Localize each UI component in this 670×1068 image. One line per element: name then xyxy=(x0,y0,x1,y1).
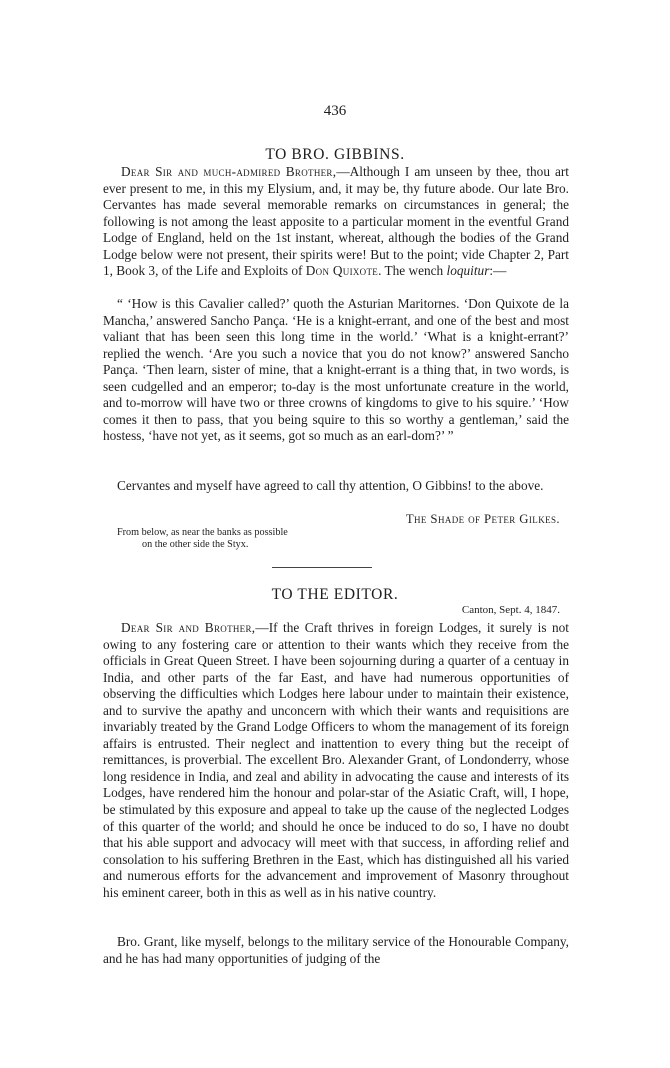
letter1-closing: Cervantes and myself have agreed to call thy attention, O Gibbins! to the above. xyxy=(117,478,544,493)
page-number: 436 xyxy=(323,103,347,119)
letter1-intro: —Although I am unseen by thee, thou art ever present to me, in this my Elysium, and, it may be, thy future abode. Our late Bro. Cervantes has made several memorable remarks on circumstances in general; the following is not among the least apposite to a particular moment in the eventful Grand Lodge of England, held on the 1st instant, whereat, although the bodies of the Grand Lodge below were not present, their spirits were! But to the point; vide Chapter 2, Part 1, Book 3, of the Life and Exploits of xyxy=(103,164,570,279)
letter2-paragraph-2: Bro. Grant, like myself, belongs to the military service of the Honourable Company, and he has had many opportunities of judging of the xyxy=(103,934,569,966)
letter2-title: TO THE EDITOR. xyxy=(271,586,399,603)
section-divider xyxy=(272,567,372,568)
letter1-signature: The Shade of Peter Gilkes. xyxy=(405,512,560,526)
letter1-from-line2: on the other side the Styx. xyxy=(142,539,249,550)
letter2-paragraph-1 xyxy=(103,620,569,901)
letter1-body xyxy=(103,164,569,280)
letter2-salutation: Dear Sir and Brother, xyxy=(121,620,256,635)
letter1-title: TO BRO. GIBBINS. xyxy=(265,146,405,163)
book-name: Don Quixote xyxy=(305,263,379,279)
letter1-salutation: Dear Sir and much-admired Brother, xyxy=(121,164,337,179)
letter2-dateline: Canton, Sept. 4, 1847. xyxy=(461,604,560,616)
letter1-mid: . The wench xyxy=(378,263,444,279)
letter1-body-end: :— xyxy=(489,263,507,279)
letter2-para1-text: —If the Craft thrives in foreign Lodges, it surely is not owing to any fostering care or attention to their wants which they receive from the officials in Great Queen Street. I have been sojourning during a quarter of a centuay in India, and other parts of the far East, and have had numerous opportunities of observing the difficulties which Lodges here labour under to maintain their existence, and to survive the apathy and unconcern with which their wants and requisitions are invariably treated by the Grand Lodge Officers to whom the management of its foreign affairs is entrusted. Their neglect and inattention to every thing but the receipt of remittances, is proverbial. The excellent Bro. Alexander Grant, of Londonderry, whose long residence in India, and zeal and ability in advocating the cause and interests of its Lodges, have rendered him the honour and polar-star of the Asiatic Craft, will, I hope, be stimulated by this exposure and appeal to take up the cause of the neglected Lodges of this quarter of the world; and should he once be induced to do so, I have no doubt that his able support and advocacy will meet with that success, in affording relief and consolation to his suffering Brethren in the East, which has distinguished all his varied and numerous efforts for the advancement and improvement of Masonry throughout his eminent career, both in this as well as in his native country. xyxy=(103,620,569,900)
letter1-from-line1: From below, as near the banks as possible xyxy=(117,527,288,538)
letter1-quote: “ ‘How is this Cavalier called?’ quoth the Asturian Maritornes. ‘Don Quixote de la Mancha,’ answered Sancho Pança. ‘He is a knight-errant, and one of the best and most valiant that has been seen this long time in the world.’ ‘What is a knight-errant?’ replied the wench. ‘Are you such a novice that you do not know?’ answered Sancho Pança. ‘Then learn, sister of mine, that a knight-errant is a thing that, in two words, is seen cudgelled and an emperor; to-day is the most unfortunate creature in the world, and to-morrow will have two or three crowns of kingdoms to give to his squire.’ ‘How comes it then to pass, that you being squire to this so worthy a gentleman,’ said the hostess, ‘have not yet, as it seems, got so much as an earl-dom?’ ” xyxy=(103,296,569,444)
loquitur-word: loquitur xyxy=(446,263,490,279)
